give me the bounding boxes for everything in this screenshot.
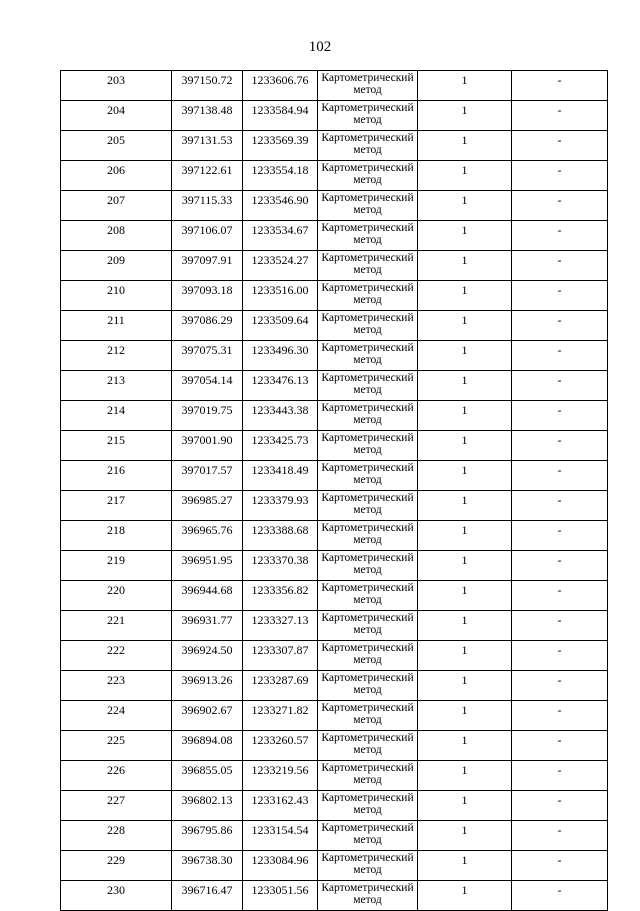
method-cell: Картометрический метод [318, 311, 418, 341]
method-cell: Картометрический метод [318, 281, 418, 311]
table-row [61, 671, 608, 701]
accuracy-cell: 1 [418, 551, 512, 581]
x-coordinate-cell: 396944.68 [172, 581, 243, 611]
point-number-cell: 204 [61, 101, 172, 131]
x-coordinate-cell: 397019.75 [172, 401, 243, 431]
table-row [61, 71, 608, 101]
x-coordinate-cell: 396985.27 [172, 491, 243, 521]
accuracy-cell: 1 [418, 281, 512, 311]
description-cell: - [512, 821, 608, 851]
y-coordinate-cell: 1233606.76 [243, 71, 318, 101]
description-cell: - [512, 791, 608, 821]
point-number-cell: 211 [61, 311, 172, 341]
accuracy-cell: 1 [418, 131, 512, 161]
accuracy-cell: 1 [418, 641, 512, 671]
y-coordinate-cell: 1233084.96 [243, 851, 318, 881]
coordinates-table [60, 70, 608, 911]
accuracy-cell: 1 [418, 671, 512, 701]
point-number-cell: 224 [61, 701, 172, 731]
accuracy-cell: 1 [418, 791, 512, 821]
y-coordinate-cell: 1233476.13 [243, 371, 318, 401]
description-cell: - [512, 581, 608, 611]
accuracy-cell: 1 [418, 431, 512, 461]
accuracy-cell: 1 [418, 311, 512, 341]
table-row [61, 611, 608, 641]
y-coordinate-cell: 1233509.64 [243, 311, 318, 341]
method-cell: Картометрический метод [318, 881, 418, 911]
table-row [61, 761, 608, 791]
accuracy-cell: 1 [418, 401, 512, 431]
y-coordinate-cell: 1233154.54 [243, 821, 318, 851]
y-coordinate-cell: 1233271.82 [243, 701, 318, 731]
coordinates-table-body [61, 71, 608, 911]
accuracy-cell: 1 [418, 851, 512, 881]
method-cell: Картометрический метод [318, 161, 418, 191]
table-row [61, 101, 608, 131]
accuracy-cell: 1 [418, 701, 512, 731]
description-cell: - [512, 101, 608, 131]
y-coordinate-cell: 1233388.68 [243, 521, 318, 551]
point-number-cell: 222 [61, 641, 172, 671]
table-row [61, 701, 608, 731]
y-coordinate-cell: 1233569.39 [243, 131, 318, 161]
table-row [61, 131, 608, 161]
point-number-cell: 203 [61, 71, 172, 101]
x-coordinate-cell: 397115.33 [172, 191, 243, 221]
point-number-cell: 209 [61, 251, 172, 281]
point-number-cell: 210 [61, 281, 172, 311]
x-coordinate-cell: 397138.48 [172, 101, 243, 131]
x-coordinate-cell: 397106.07 [172, 221, 243, 251]
x-coordinate-cell: 396738.30 [172, 851, 243, 881]
description-cell: - [512, 131, 608, 161]
method-cell: Картометрический метод [318, 71, 418, 101]
point-number-cell: 217 [61, 491, 172, 521]
x-coordinate-cell: 397122.61 [172, 161, 243, 191]
point-number-cell: 218 [61, 521, 172, 551]
description-cell: - [512, 311, 608, 341]
table-row [61, 251, 608, 281]
x-coordinate-cell: 397097.91 [172, 251, 243, 281]
accuracy-cell: 1 [418, 611, 512, 641]
y-coordinate-cell: 1233260.57 [243, 731, 318, 761]
y-coordinate-cell: 1233370.38 [243, 551, 318, 581]
description-cell: - [512, 521, 608, 551]
table-row [61, 821, 608, 851]
point-number-cell: 206 [61, 161, 172, 191]
y-coordinate-cell: 1233496.30 [243, 341, 318, 371]
accuracy-cell: 1 [418, 101, 512, 131]
method-cell: Картометрический метод [318, 611, 418, 641]
y-coordinate-cell: 1233524.27 [243, 251, 318, 281]
table-row [61, 191, 608, 221]
y-coordinate-cell: 1233443.38 [243, 401, 318, 431]
y-coordinate-cell: 1233051.56 [243, 881, 318, 911]
method-cell: Картометрический метод [318, 731, 418, 761]
description-cell: - [512, 881, 608, 911]
method-cell: Картометрический метод [318, 461, 418, 491]
accuracy-cell: 1 [418, 371, 512, 401]
table-row [61, 401, 608, 431]
method-cell: Картометрический метод [318, 251, 418, 281]
accuracy-cell: 1 [418, 731, 512, 761]
point-number-cell: 227 [61, 791, 172, 821]
accuracy-cell: 1 [418, 461, 512, 491]
method-cell: Картометрический метод [318, 641, 418, 671]
table-row [61, 551, 608, 581]
table-row [61, 581, 608, 611]
method-cell: Картометрический метод [318, 221, 418, 251]
x-coordinate-cell: 396924.50 [172, 641, 243, 671]
description-cell: - [512, 191, 608, 221]
accuracy-cell: 1 [418, 71, 512, 101]
y-coordinate-cell: 1233418.49 [243, 461, 318, 491]
table-row [61, 371, 608, 401]
x-coordinate-cell: 396802.13 [172, 791, 243, 821]
method-cell: Картометрический метод [318, 551, 418, 581]
table-row [61, 161, 608, 191]
description-cell: - [512, 671, 608, 701]
method-cell: Картометрический метод [318, 701, 418, 731]
y-coordinate-cell: 1233554.18 [243, 161, 318, 191]
table-row [61, 491, 608, 521]
point-number-cell: 223 [61, 671, 172, 701]
y-coordinate-cell: 1233287.69 [243, 671, 318, 701]
method-cell: Картометрический метод [318, 401, 418, 431]
point-number-cell: 213 [61, 371, 172, 401]
x-coordinate-cell: 396931.77 [172, 611, 243, 641]
method-cell: Картометрический метод [318, 521, 418, 551]
page-number: 102 [308, 39, 332, 55]
table-row [61, 221, 608, 251]
accuracy-cell: 1 [418, 821, 512, 851]
point-number-cell: 220 [61, 581, 172, 611]
y-coordinate-cell: 1233356.82 [243, 581, 318, 611]
table-row [61, 431, 608, 461]
method-cell: Картометрический метод [318, 101, 418, 131]
y-coordinate-cell: 1233219.56 [243, 761, 318, 791]
description-cell: - [512, 701, 608, 731]
method-cell: Картометрический метод [318, 671, 418, 701]
method-cell: Картометрический метод [318, 131, 418, 161]
description-cell: - [512, 731, 608, 761]
x-coordinate-cell: 396913.26 [172, 671, 243, 701]
point-number-cell: 228 [61, 821, 172, 851]
x-coordinate-cell: 397001.90 [172, 431, 243, 461]
description-cell: - [512, 161, 608, 191]
table-row [61, 461, 608, 491]
x-coordinate-cell: 396965.76 [172, 521, 243, 551]
y-coordinate-cell: 1233584.94 [243, 101, 318, 131]
y-coordinate-cell: 1233546.90 [243, 191, 318, 221]
point-number-cell: 221 [61, 611, 172, 641]
x-coordinate-cell: 397150.72 [172, 71, 243, 101]
description-cell: - [512, 401, 608, 431]
table-row [61, 731, 608, 761]
point-number-cell: 230 [61, 881, 172, 911]
table-row [61, 791, 608, 821]
accuracy-cell: 1 [418, 161, 512, 191]
description-cell: - [512, 431, 608, 461]
x-coordinate-cell: 397054.14 [172, 371, 243, 401]
description-cell: - [512, 851, 608, 881]
point-number-cell: 226 [61, 761, 172, 791]
accuracy-cell: 1 [418, 191, 512, 221]
description-cell: - [512, 341, 608, 371]
method-cell: Картометрический метод [318, 191, 418, 221]
description-cell: - [512, 221, 608, 251]
point-number-cell: 219 [61, 551, 172, 581]
method-cell: Картометрический метод [318, 581, 418, 611]
x-coordinate-cell: 396902.67 [172, 701, 243, 731]
y-coordinate-cell: 1233534.67 [243, 221, 318, 251]
x-coordinate-cell: 397086.29 [172, 311, 243, 341]
table-row [61, 881, 608, 911]
accuracy-cell: 1 [418, 491, 512, 521]
point-number-cell: 215 [61, 431, 172, 461]
description-cell: - [512, 761, 608, 791]
point-number-cell: 212 [61, 341, 172, 371]
x-coordinate-cell: 396894.08 [172, 731, 243, 761]
accuracy-cell: 1 [418, 251, 512, 281]
accuracy-cell: 1 [418, 881, 512, 911]
y-coordinate-cell: 1233327.13 [243, 611, 318, 641]
table-row [61, 521, 608, 551]
table-row [61, 281, 608, 311]
x-coordinate-cell: 396855.05 [172, 761, 243, 791]
y-coordinate-cell: 1233307.87 [243, 641, 318, 671]
point-number-cell: 216 [61, 461, 172, 491]
x-coordinate-cell: 396716.47 [172, 881, 243, 911]
y-coordinate-cell: 1233162.43 [243, 791, 318, 821]
method-cell: Картометрический метод [318, 371, 418, 401]
table-row [61, 641, 608, 671]
method-cell: Картометрический метод [318, 761, 418, 791]
description-cell: - [512, 281, 608, 311]
description-cell: - [512, 461, 608, 491]
accuracy-cell: 1 [418, 341, 512, 371]
point-number-cell: 207 [61, 191, 172, 221]
table-row [61, 851, 608, 881]
y-coordinate-cell: 1233516.00 [243, 281, 318, 311]
method-cell: Картометрический метод [318, 851, 418, 881]
accuracy-cell: 1 [418, 221, 512, 251]
x-coordinate-cell: 396795.86 [172, 821, 243, 851]
accuracy-cell: 1 [418, 581, 512, 611]
description-cell: - [512, 551, 608, 581]
point-number-cell: 229 [61, 851, 172, 881]
x-coordinate-cell: 396951.95 [172, 551, 243, 581]
point-number-cell: 205 [61, 131, 172, 161]
point-number-cell: 208 [61, 221, 172, 251]
method-cell: Картометрический метод [318, 791, 418, 821]
accuracy-cell: 1 [418, 521, 512, 551]
accuracy-cell: 1 [418, 761, 512, 791]
method-cell: Картометрический метод [318, 821, 418, 851]
method-cell: Картометрический метод [318, 341, 418, 371]
x-coordinate-cell: 397131.53 [172, 131, 243, 161]
y-coordinate-cell: 1233425.73 [243, 431, 318, 461]
description-cell: - [512, 491, 608, 521]
description-cell: - [512, 71, 608, 101]
table-row [61, 311, 608, 341]
method-cell: Картометрический метод [318, 491, 418, 521]
description-cell: - [512, 641, 608, 671]
x-coordinate-cell: 397075.31 [172, 341, 243, 371]
point-number-cell: 214 [61, 401, 172, 431]
description-cell: - [512, 611, 608, 641]
method-cell: Картометрический метод [318, 431, 418, 461]
table-row [61, 341, 608, 371]
y-coordinate-cell: 1233379.93 [243, 491, 318, 521]
description-cell: - [512, 371, 608, 401]
x-coordinate-cell: 397017.57 [172, 461, 243, 491]
point-number-cell: 225 [61, 731, 172, 761]
description-cell: - [512, 251, 608, 281]
x-coordinate-cell: 397093.18 [172, 281, 243, 311]
